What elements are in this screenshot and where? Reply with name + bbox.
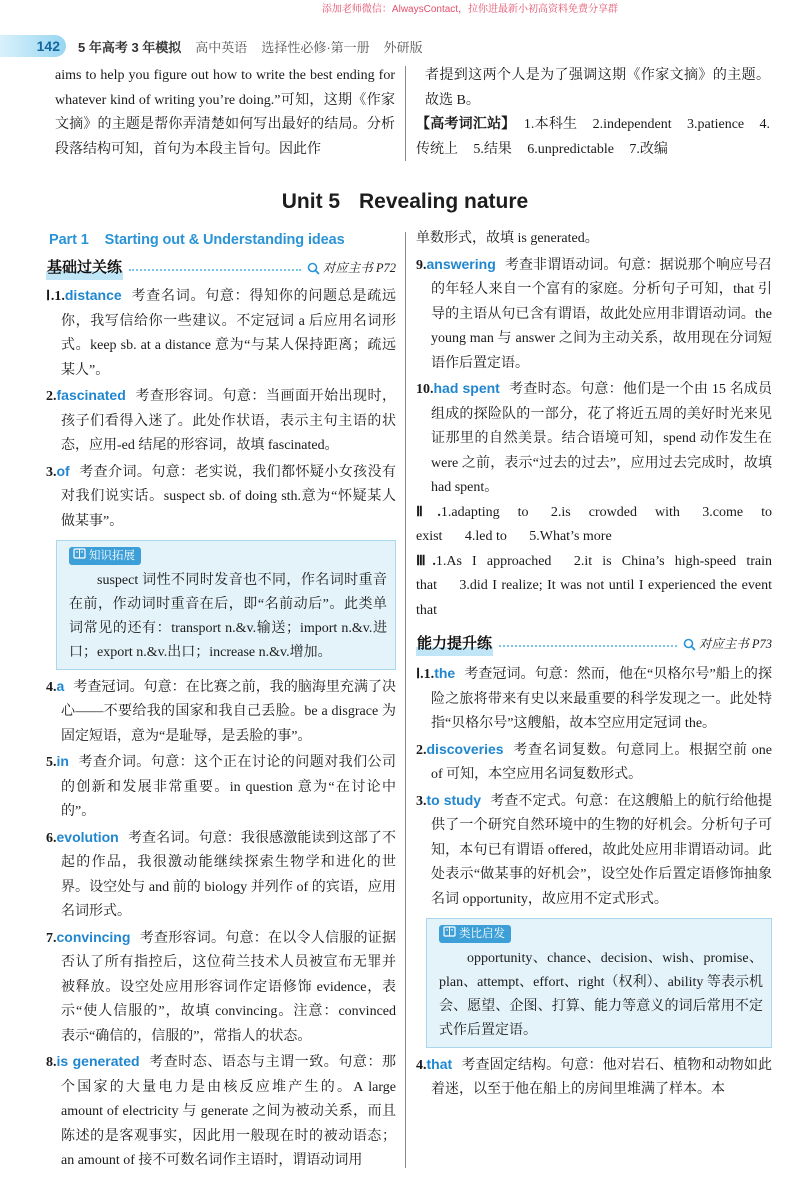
watermark-text: 添加老师微信：AlwaysContact，拉你进最新小初高资料免费分享群 [321,4,619,15]
answer-phrase: 2.it is China’s high-speed train that [416,553,772,593]
vocab-label: 【高考词汇站】 [416,117,516,132]
answer-phrase: 1.As I approached [435,553,552,569]
series-name: 5 年高考 3 年模拟 [78,39,182,55]
box-text: suspect 词性不同时发音也不同，作名词时重音在前，作动词时重音在后，即“名前动后”。此类单词常见的还有：transport n.&v.输送；import n.&v.进口；export n.&v.出口；increase n.&v.增加。 [69,572,387,660]
answer-word: discoveries [426,740,504,757]
answer-word: convincing [56,928,131,945]
unit-number: Unit 5 [281,190,341,213]
box-tag [439,925,511,943]
top-left-column [55,64,395,164]
dotted-rule [499,645,677,647]
answer-item [46,383,396,459]
answer-word: distance [64,287,122,303]
magnifier-icon [307,262,320,275]
book-icon [73,547,89,565]
item-number: 4. [416,1057,427,1073]
answer-word: of [56,462,70,479]
explanation: 考查非谓语动词。句意：据说那个响应号召的年轻人来自一个富有的家庭。分析句子可知，that 引导的主语从句已含有谓语，故此处应用非谓语动词。the young man 与 answer 之间为主动关系，故用现在分词短语作后置定语。 [431,257,772,371]
continued-paragraph: aims to help you figure out how to write the best ending for whatever kind of writing you’re doing.”可知，这期《作家文摘》的主题是帮你弄清楚如何写出最好的结局。分析段落结构可知，首句为本段主旨句。因此作 [55,68,395,157]
explanation: 考查不定式。句意：在这艘船上的航行给他提供了一个研究自然环境中的生物的好机会。分析句子可知，本句已有谓语 offered，故此处应用非谓语动词。此处表示“做某事的好机会”，设空处作后置定语修饰抽象名词 opportunity，故应用不定式形式。 [431,793,772,907]
vocab-item: 7.改编 [629,141,668,157]
vocab-item: 2.independent [592,117,672,132]
item-number: 4. [46,679,57,695]
unit-name: Revealing nature [359,190,529,213]
lower-right-column [416,227,772,1169]
subject-name: 高中英语 [195,39,248,55]
answer-item [46,1049,396,1169]
vocab-item: 5.结果 [473,141,512,157]
vocab-item: 4.传统上 [416,117,770,157]
item-number: 2. [46,389,57,404]
answer-item [46,749,396,825]
answer-phrase: 3.come to exist [416,504,772,544]
explanation: 考查介词。句意：这个正在讨论的问题对我们公司的创新和发展非常重要。in question 意为“在讨论中的”。 [61,755,396,819]
continued-explanation: 单数形式，故填 is generated。 [416,231,599,246]
answer-phrase: 2.is crowded with [550,504,680,520]
analogy-box [426,918,772,1048]
answer-word: evolution [56,828,119,845]
unit-title [0,187,800,217]
top-right-column [416,64,770,164]
running-header [0,35,800,57]
item-number: 2. [416,742,427,758]
item-number: 7. [46,930,57,946]
explanation: 考查名词。句意：我很感激能读到这部了不起的作品，我很激动能继续探索生物学和进化的世界。设空处与 and 前的 biology 并列作 of 的宾语，应用名词形式。 [61,830,396,919]
box-text: opportunity、chance、decision、wish、promise、plan、attempt、effort、right（权利）、ability 等表示机会、愿望、企图、打算、能力等意义的词后常用不定式作后置定语。 [439,950,763,1038]
answer-word: that [426,1055,453,1072]
box-tag-label: 知识拓展 [89,550,135,562]
vocab-item: 1.本科生 [523,117,578,132]
answer-word: the [434,665,456,681]
section-title: 基础过关练 [46,256,123,281]
answer-item [416,788,772,913]
answer-word: to study [426,791,482,808]
explanation: 考查冠词。句意：然而，他在“贝格尔号”船上的探险之旅将带来有史以来最重要的科学发现之一。此处特指“贝格尔号”这艘船，故本空应用定冠词 the。 [431,667,772,731]
magnifier-icon [683,638,696,651]
item-number: 6. [46,830,57,846]
knowledge-expansion-box [56,540,396,670]
answer-item [416,737,772,788]
answer-word: a [56,677,65,694]
column-divider [405,66,406,161]
answer-item [416,661,772,737]
explanation: 考查形容词。句意：当画面开始出现时，孩子们看得入迷了。此处作状语，表示主句主语的状态，应用-ed 结尾的形容词，故填 fascinated。 [61,389,396,453]
explanation: 考查名词复数。句意同上。根据空前 one of 可知，本空应用名词复数形式。 [431,742,772,782]
answer-item [416,1052,772,1103]
answer-phrase: 1.adapting to [440,504,529,520]
part-number: Part 1 [49,232,89,248]
explanation: 考查固定结构。句意：他对岩石、植物和动物如此着迷，以至于他在船上的房间里堆满了样本。本 [431,1057,772,1097]
column-divider [405,232,406,1168]
dotted-rule [129,269,301,271]
explanation: 考查时态、语态与主谓一致。句意：那个国家的大量电力是由核反应堆产生的。A large amount of electricity 与 generate 之间为被动关系，而且陈述的是客观事实，因此用一般现在时的被动语态；an amount of 接不可数名词作主语时，谓语动词用 [61,1055,396,1168]
box-tag [69,547,141,565]
continued-paragraph-end: 者提到这两个人是为了强调这期《作家文摘》的主题。故选 B。 [425,68,770,108]
answer-phrase: 3.did I realize; It was not until I experienced the event that [416,578,772,618]
item-number: 5. [46,755,57,770]
answer-item [46,825,396,925]
lower-left-column [46,227,396,1169]
explanation: 考查介词。句意：老实说，我们都怀疑小女孩没有对我们说实话。suspect sb. of doing sth.意为“怀疑某人做某事”。 [61,464,396,529]
answer-phrase: 5.What’s more [529,529,612,544]
item-number: 9. [416,257,427,273]
item-number: Ⅰ.1. [46,289,65,304]
explanation: 考查时态。句意：他们是一个由 15 名成员组成的探险队的一部分，花了将近五周的美好时光来见证那里的自然美景。结合语境可知，spend 动作发生在 were 之前，表示“过去的过去”，应用过去完成时，故填 had spent。 [431,382,772,495]
answer-item [416,252,772,377]
explanation: 考查形容词。句意：在以令人信服的证据否认了所有指控后，这位荷兰技术人员被宣布无罪并被释放。设空处应用形容词作定语修饰 evidence，表示“使人信服的”，故填 convincing。注意：convinced 表示“确信的，信服的”，常指人的状态。 [61,930,396,1044]
item-number: 10. [416,382,434,397]
answer-word: had spent [433,380,500,396]
answer-word: answering [426,255,496,272]
section-label: Ⅱ. [416,504,441,520]
answer-item [46,925,396,1050]
item-number: 3. [416,793,427,809]
edition-name: 外研版 [383,39,423,55]
section-header-basic [46,253,396,283]
section-ii-answers [416,501,772,550]
answer-word: fascinated [56,387,126,403]
answer-item [46,459,396,535]
answer-word: is generated [56,1053,140,1069]
vocab-item: 6.unpredictable [527,141,614,157]
vocab-station [416,113,770,162]
item-number: 8. [46,1055,57,1070]
page-number: 142 [0,35,66,57]
answer-word: in [56,753,69,769]
section-header-advanced [416,629,772,659]
book-name: 选择性必修·第一册 [261,39,370,55]
vocab-item: 3.patience [686,117,745,132]
box-tag-label: 类比启发 [459,928,505,940]
answer-phrase: 4.led to [464,529,507,544]
answer-item [46,674,396,750]
book-icon [443,925,459,943]
answer-item [46,283,396,383]
section-label: Ⅲ. [416,553,436,569]
section-reference: 对应主书 P72 [322,260,396,275]
part-name: Starting out & Understanding ideas [104,232,345,248]
item-number: 3. [46,464,57,480]
section-title: 能力提升练 [416,632,493,657]
explanation: 考查名词。句意：得知你的问题总是疏远你，我写信给你一些建议。不定冠词 a 后应用名词形式。keep sb. at a distance 意为“与某人保持距离；疏远某人”。 [61,289,396,378]
item-number: Ⅰ.1. [416,667,435,682]
explanation: 考查冠词。句意：在比赛之前，我的脑海里充满了决心——不要给我的国家和我自己丢脸。be a disgrace 为固定短语，意为“是耻辱，是丢脸的事”。 [61,679,396,744]
part-heading [46,227,396,253]
section-iii-answers [416,550,772,624]
answer-item [416,376,772,501]
section-reference: 对应主书 P73 [698,636,772,651]
